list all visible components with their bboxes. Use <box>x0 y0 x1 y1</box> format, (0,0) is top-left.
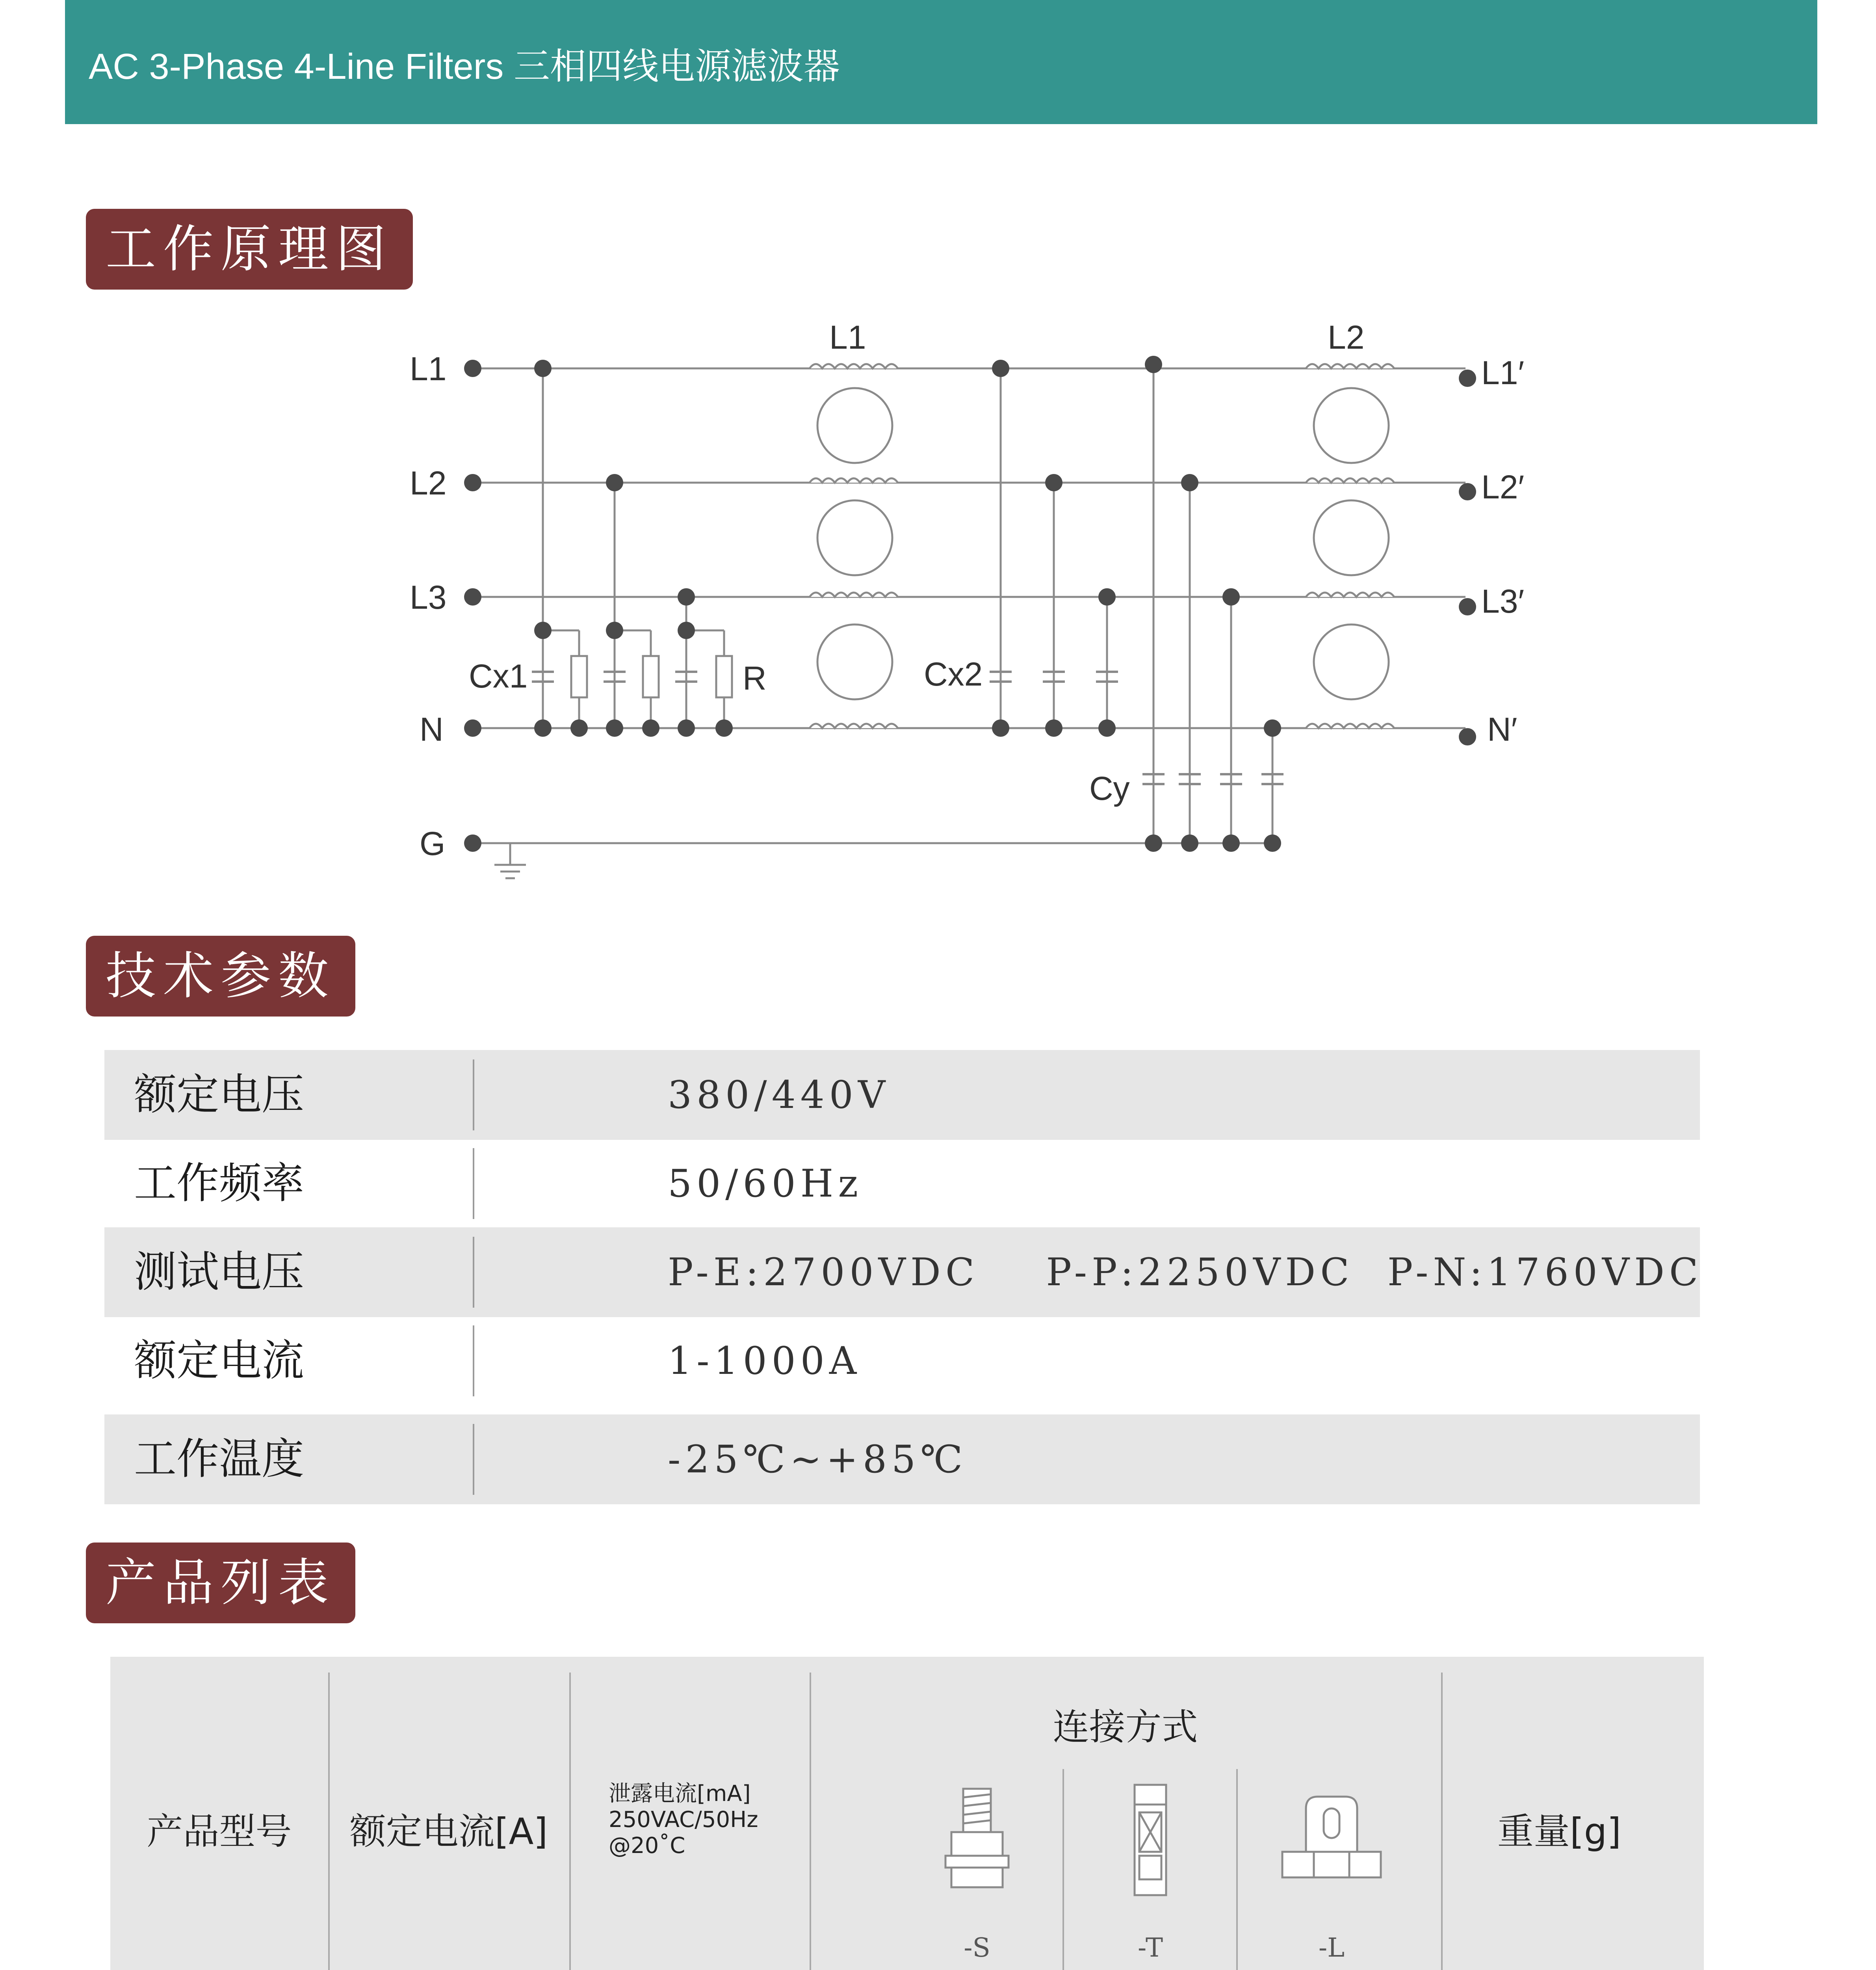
header-weight: 重量[g] <box>1497 1810 1622 1853</box>
spec-divider <box>473 1237 474 1308</box>
spec-name: 额定电流 <box>134 1336 305 1385</box>
header-conn-s: -S <box>964 1933 990 1963</box>
label-out-l2: L2′ <box>1481 468 1525 506</box>
terminal-block-icon <box>1127 1781 1174 1899</box>
spec-value: P-E:2700VDC P-P:2250VDC P-N:1760VDC <box>668 1250 1703 1294</box>
spec-name: 工作温度 <box>134 1435 305 1484</box>
header-leakage-line3: @20˚C <box>609 1833 685 1858</box>
spec-divider <box>473 1424 474 1495</box>
header-leakage-line2: 250VAC/50Hz <box>609 1807 758 1832</box>
section-label-products: 产品列表 <box>86 1543 355 1623</box>
spec-value: 380/440V <box>668 1073 890 1117</box>
header-leakage-line1: 泄露电流[mA] <box>609 1781 751 1806</box>
stud-terminal-icon <box>938 1781 1016 1891</box>
page-title: AC 3-Phase 4-Line Filters 三相四线电源滤波器 <box>89 46 840 87</box>
spec-value: 1-1000A <box>668 1339 862 1383</box>
label-in-g: G <box>420 825 446 862</box>
circuit-diagram <box>0 299 1876 898</box>
header-divider <box>1062 1769 1064 1970</box>
label-in-l1: L1 <box>410 350 447 387</box>
spec-name: 工作频率 <box>134 1159 305 1208</box>
spec-value: -25℃~+85℃ <box>668 1437 968 1481</box>
section-label-diagram: 工作原理图 <box>86 209 413 290</box>
label-r: R <box>743 660 767 697</box>
label-in-l3: L3 <box>410 579 447 616</box>
spec-name: 额定电压 <box>134 1070 305 1119</box>
spec-row-current <box>104 1316 1700 1406</box>
spec-divider <box>473 1148 474 1219</box>
spec-name: 测试电压 <box>134 1247 305 1297</box>
header-conn-l: -L <box>1318 1933 1345 1963</box>
spec-row-frequency <box>104 1139 1700 1228</box>
label-cx1: Cx1 <box>469 658 528 695</box>
spec-divider <box>473 1325 474 1396</box>
label-out-l3: L3′ <box>1481 583 1525 620</box>
spec-divider <box>473 1059 474 1130</box>
header-current: 额定电流[A] <box>349 1810 548 1853</box>
header-leakage <box>609 1781 758 1859</box>
spec-row-voltage <box>104 1050 1700 1140</box>
spec-row-temperature <box>104 1414 1700 1504</box>
label-inductor-1: L1 <box>829 319 866 356</box>
label-inductor-2: L2 <box>1328 319 1365 356</box>
header-divider <box>1236 1769 1238 1970</box>
label-in-n: N <box>420 711 444 748</box>
header-divider <box>569 1673 571 1970</box>
label-in-l2: L2 <box>410 465 447 502</box>
section-label-specs: 技术参数 <box>86 936 355 1017</box>
label-out-l1: L1′ <box>1481 354 1525 391</box>
lug-terminal-icon <box>1278 1789 1385 1883</box>
spec-value: 50/60Hz <box>668 1162 863 1206</box>
label-cx2: Cx2 <box>924 656 983 693</box>
header-model: 产品型号 <box>147 1810 292 1853</box>
spec-row-test-voltage <box>104 1227 1703 1317</box>
label-out-n: N′ <box>1487 711 1518 748</box>
header-connection: 连接方式 <box>1053 1706 1198 1748</box>
label-cy: Cy <box>1089 770 1130 807</box>
header-conn-t: -T <box>1138 1933 1163 1963</box>
